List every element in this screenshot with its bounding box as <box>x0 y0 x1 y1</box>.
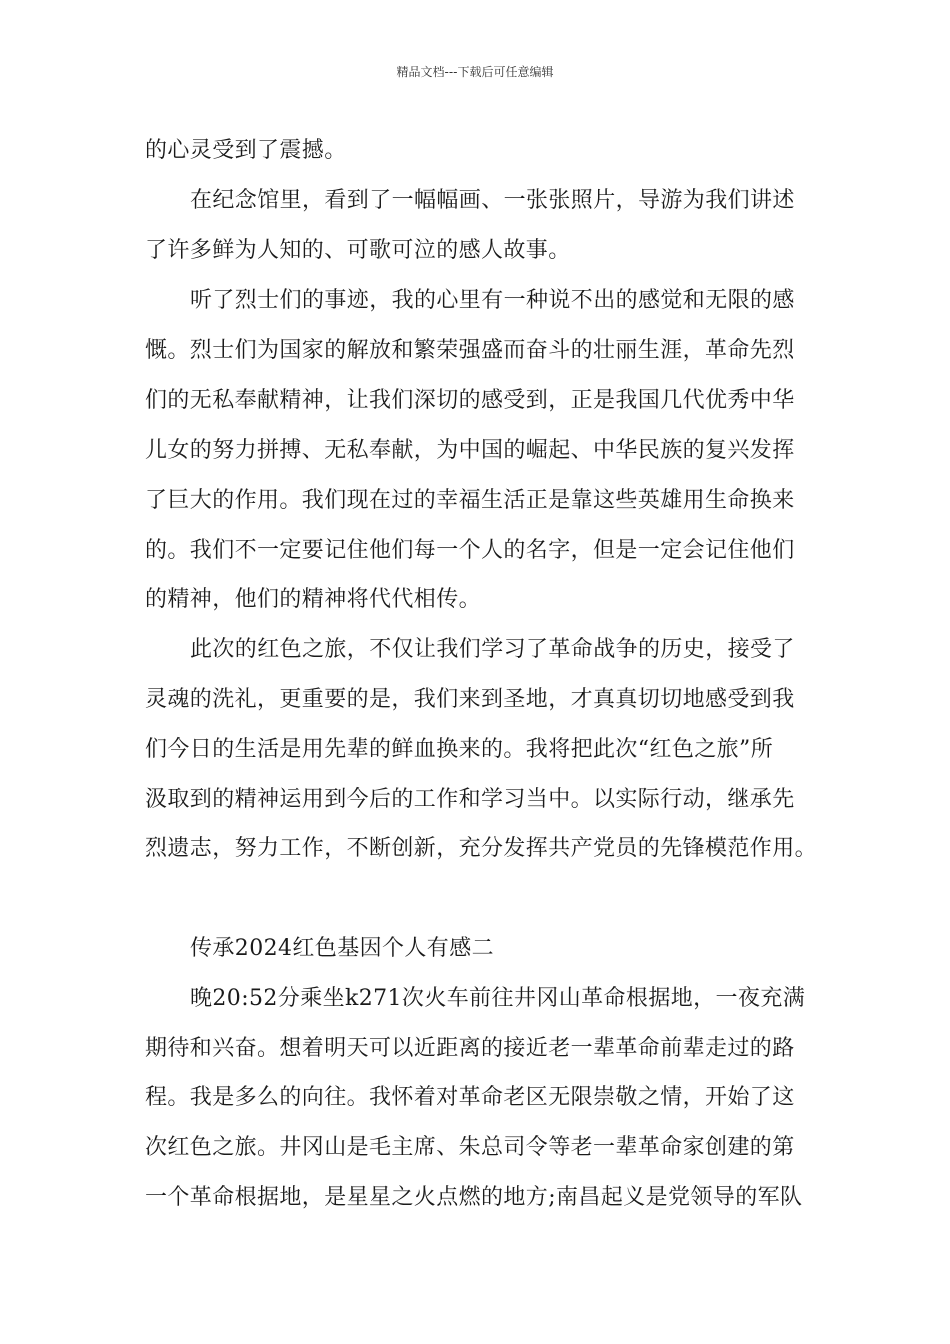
paragraph-start-line: 在纪念馆里，看到了一幅幅画、一张张照片，导游为我们讲述 <box>190 188 795 213</box>
section-heading: 传承2024红色基因个人有感二 <box>190 936 494 961</box>
text-line: 慨。烈士们为国家的解放和繁荣强盛而奋斗的壮丽生涯，革命先烈 <box>145 338 795 363</box>
text-line: 们的无私奉献精神，让我们深切的感受到，正是我国几代优秀中华 <box>145 388 795 413</box>
text-line: 了巨大的作用。我们现在过的幸福生活正是靠这些英雄用生命换来 <box>145 488 795 513</box>
text-line: 的精神，他们的精神将代代相传。 <box>145 587 482 612</box>
text-line: 期待和兴奋。想着明天可以近距离的接近老一辈革命前辈走过的路 <box>145 1036 795 1061</box>
text-line: 儿女的努力拼搏、无私奉献，为中国的崛起、中华民族的复兴发挥 <box>145 438 795 463</box>
text-line: 汲取到的精神运用到今后的工作和学习当中。以实际行动，继承先 <box>145 787 795 812</box>
paragraph-start-line: 此次的红色之旅，不仅让我们学习了革命战争的历史，接受了 <box>190 637 795 662</box>
paragraph-start-line: 晚20:52分乘坐k271次火车前往井冈山革命根据地，一夜充满 <box>190 986 806 1011</box>
text-line: 灵魂的洗礼，更重要的是，我们来到圣地，才真真切切地感受到我 <box>145 687 795 712</box>
text-line: 的心灵受到了震撼。 <box>145 138 347 163</box>
paragraph-start-line: 听了烈士们的事迹，我的心里有一种说不出的感觉和无限的感 <box>190 288 795 313</box>
text-line: 程。我是多么的向往。我怀着对革命老区无限崇敬之情，开始了这 <box>145 1085 795 1110</box>
text-line: 烈遗志，努力工作，不断创新，充分发挥共产党员的先锋模范作用。 <box>145 836 818 861</box>
text-line: 次红色之旅。井冈山是毛主席、朱总司令等老一辈革命家创建的第 <box>145 1135 795 1160</box>
page-header: 精品文档---下载后可任意编辑 <box>396 65 554 79</box>
text-line: 的。我们不一定要记住他们每一个人的名字，但是一定会记住他们 <box>145 538 795 563</box>
text-line: 了许多鲜为人知的、可歌可泣的感人故事。 <box>145 238 571 263</box>
text-line: 们今日的生活是用先辈的鲜血换来的。我将把此次“红色之旅”所 <box>145 737 774 762</box>
text-line: 一个革命根据地，是星星之火点燃的地方;南昌起义是党领导的军队 <box>145 1185 803 1210</box>
